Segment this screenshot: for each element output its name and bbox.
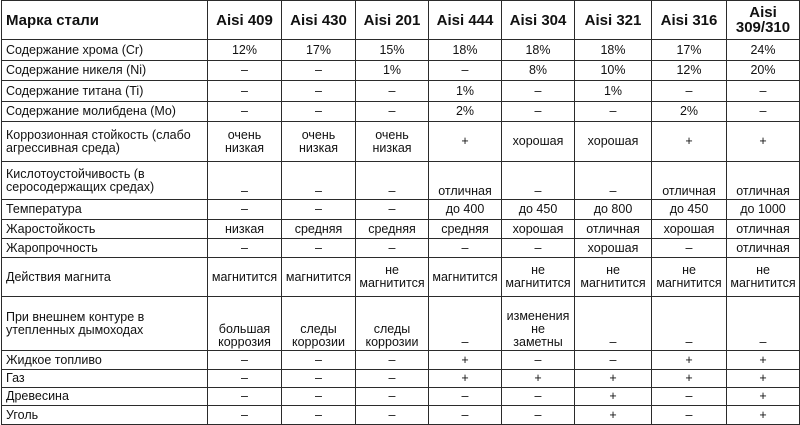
table-cell: –	[652, 406, 727, 425]
table-row	[2, 61, 800, 81]
table-cell: хорошая	[575, 122, 652, 162]
row-label: Температура	[2, 200, 208, 220]
table-row	[2, 102, 800, 122]
table-cell: следы коррозии	[282, 297, 356, 351]
table-cell: 17%	[652, 40, 727, 61]
table-cell: очень низкая	[208, 122, 282, 162]
table-cell: –	[575, 351, 652, 370]
table-cell: –	[282, 351, 356, 370]
table-row	[2, 220, 800, 239]
table-cell: –	[208, 81, 282, 102]
table-cell: следы коррозии	[356, 297, 429, 351]
table-cell: –	[356, 200, 429, 220]
table-cell: +	[429, 122, 502, 162]
column-header: Aisi 201	[356, 1, 429, 40]
table-cell: –	[502, 81, 575, 102]
table-cell: –	[356, 406, 429, 425]
table-row	[2, 40, 800, 61]
row-label: При внешнем контуре в утепленных дымоходах	[2, 297, 208, 351]
table-cell: до 450	[502, 200, 575, 220]
table-cell: не магнитится	[727, 258, 800, 297]
table-cell: изменения не заметны	[502, 297, 575, 351]
column-header: Aisi 316	[652, 1, 727, 40]
table-cell: –	[429, 61, 502, 81]
table-cell: 12%	[208, 40, 282, 61]
table-cell: очень низкая	[356, 122, 429, 162]
table-cell: –	[652, 239, 727, 258]
column-header: Aisi 309/310	[727, 1, 800, 40]
column-header: Aisi 409	[208, 1, 282, 40]
table-cell: –	[727, 297, 800, 351]
table-header-row	[2, 1, 800, 40]
table-row	[2, 370, 800, 388]
table-cell: 18%	[429, 40, 502, 61]
row-label: Жаростойкость	[2, 220, 208, 239]
table-cell: +	[727, 406, 800, 425]
table-cell: до 1000	[727, 200, 800, 220]
table-cell: –	[208, 388, 282, 406]
column-header: Aisi 321	[575, 1, 652, 40]
table-cell: –	[208, 102, 282, 122]
table-cell: +	[727, 370, 800, 388]
table-cell: 17%	[282, 40, 356, 61]
row-label: Газ	[2, 370, 208, 388]
table-cell: –	[575, 297, 652, 351]
table-cell: +	[575, 388, 652, 406]
table-cell: –	[356, 370, 429, 388]
table-cell: –	[502, 351, 575, 370]
row-label: Древесина	[2, 388, 208, 406]
table-cell: –	[208, 370, 282, 388]
table-cell: 20%	[727, 61, 800, 81]
table-cell: 1%	[575, 81, 652, 102]
row-label: Содержание никеля (Ni)	[2, 61, 208, 81]
table-cell: –	[502, 388, 575, 406]
table-row	[2, 258, 800, 297]
table-row	[2, 122, 800, 162]
table-cell: хорошая	[575, 239, 652, 258]
table-cell: –	[429, 239, 502, 258]
table-cell: не магнитится	[502, 258, 575, 297]
table-row	[2, 81, 800, 102]
column-header: Aisi 304	[502, 1, 575, 40]
table-cell: –	[282, 370, 356, 388]
table-cell: –	[282, 239, 356, 258]
table-cell: –	[282, 162, 356, 200]
table-cell: хорошая	[652, 220, 727, 239]
table-cell: 18%	[575, 40, 652, 61]
table-cell: не магнитится	[575, 258, 652, 297]
table-cell: –	[282, 406, 356, 425]
table-cell: –	[502, 406, 575, 425]
table-cell: 8%	[502, 61, 575, 81]
table-cell: магнитится	[429, 258, 502, 297]
table-cell: отличная	[727, 220, 800, 239]
table-cell: +	[575, 370, 652, 388]
table-cell: +	[502, 370, 575, 388]
table-row	[2, 406, 800, 425]
table-cell: –	[356, 351, 429, 370]
row-label: Коррозионная стойкость (слабо агрессивная среда)	[2, 122, 208, 162]
table-cell: –	[429, 388, 502, 406]
table-cell: хорошая	[502, 122, 575, 162]
table-cell: –	[208, 239, 282, 258]
steel-grades-table	[1, 0, 800, 425]
table-cell: –	[502, 102, 575, 122]
table-cell: –	[727, 81, 800, 102]
table-cell: +	[727, 351, 800, 370]
table-row	[2, 200, 800, 220]
table-cell: до 450	[652, 200, 727, 220]
table-row	[2, 351, 800, 370]
column-header: Aisi 444	[429, 1, 502, 40]
table-cell: 1%	[356, 61, 429, 81]
table-cell: очень низкая	[282, 122, 356, 162]
table-cell: отличная	[652, 162, 727, 200]
table-cell: +	[727, 122, 800, 162]
table-cell: 12%	[652, 61, 727, 81]
row-label: Жаропрочность	[2, 239, 208, 258]
table-cell: большая коррозия	[208, 297, 282, 351]
table-cell: 1%	[429, 81, 502, 102]
table-cell: 2%	[429, 102, 502, 122]
row-label: Содержание титана (Ti)	[2, 81, 208, 102]
table-cell: магнитится	[208, 258, 282, 297]
table-cell: +	[429, 351, 502, 370]
table-cell: до 800	[575, 200, 652, 220]
table-cell: не магнитится	[652, 258, 727, 297]
row-label: Содержание хрома (Cr)	[2, 40, 208, 61]
table-cell: низкая	[208, 220, 282, 239]
table-cell: –	[208, 200, 282, 220]
row-label: Содержание молибдена (Mo)	[2, 102, 208, 122]
table-cell: –	[208, 162, 282, 200]
table-row	[2, 239, 800, 258]
table-cell: –	[502, 162, 575, 200]
table-cell: +	[727, 388, 800, 406]
row-label: Жидкое топливо	[2, 351, 208, 370]
table-row	[2, 388, 800, 406]
table-cell: средняя	[356, 220, 429, 239]
table-cell: хорошая	[502, 220, 575, 239]
table-cell: –	[282, 81, 356, 102]
table-cell: отличная	[727, 239, 800, 258]
table-cell: –	[208, 406, 282, 425]
table-cell: –	[652, 297, 727, 351]
table-cell: +	[652, 370, 727, 388]
table-cell: средняя	[282, 220, 356, 239]
table-cell: –	[429, 406, 502, 425]
table-cell: –	[282, 61, 356, 81]
table-cell: –	[356, 162, 429, 200]
table-cell: до 400	[429, 200, 502, 220]
table-cell: –	[208, 61, 282, 81]
row-label: Кислотоустойчивость (в серосодержащих средах)	[2, 162, 208, 200]
table-cell: 24%	[727, 40, 800, 61]
table-cell: –	[356, 388, 429, 406]
table-cell: –	[652, 388, 727, 406]
row-label: Уголь	[2, 406, 208, 425]
table-cell: –	[652, 81, 727, 102]
table-cell: –	[575, 162, 652, 200]
table-cell: +	[575, 406, 652, 425]
table-cell: 2%	[652, 102, 727, 122]
row-label: Действия магнита	[2, 258, 208, 297]
table-cell: –	[356, 102, 429, 122]
table-cell: 15%	[356, 40, 429, 61]
table-cell: 10%	[575, 61, 652, 81]
table-cell: –	[208, 351, 282, 370]
table-row	[2, 297, 800, 351]
table-cell: отличная	[575, 220, 652, 239]
table-cell: отличная	[429, 162, 502, 200]
table-cell: –	[282, 388, 356, 406]
table-cell: –	[356, 81, 429, 102]
table-cell: +	[429, 370, 502, 388]
table-cell: +	[652, 122, 727, 162]
table-cell: средняя	[429, 220, 502, 239]
header-label: Марка стали	[2, 1, 208, 40]
table-cell: –	[356, 239, 429, 258]
table-cell: не магнитится	[356, 258, 429, 297]
table-cell: магнитится	[282, 258, 356, 297]
table-cell: 18%	[502, 40, 575, 61]
table-cell: –	[727, 102, 800, 122]
table-cell: –	[575, 102, 652, 122]
table-row	[2, 162, 800, 200]
table-cell: –	[502, 239, 575, 258]
table-cell: отличная	[727, 162, 800, 200]
table-cell: –	[282, 102, 356, 122]
column-header: Aisi 430	[282, 1, 356, 40]
table-cell: –	[429, 297, 502, 351]
table-cell: +	[652, 351, 727, 370]
table-cell: –	[282, 200, 356, 220]
